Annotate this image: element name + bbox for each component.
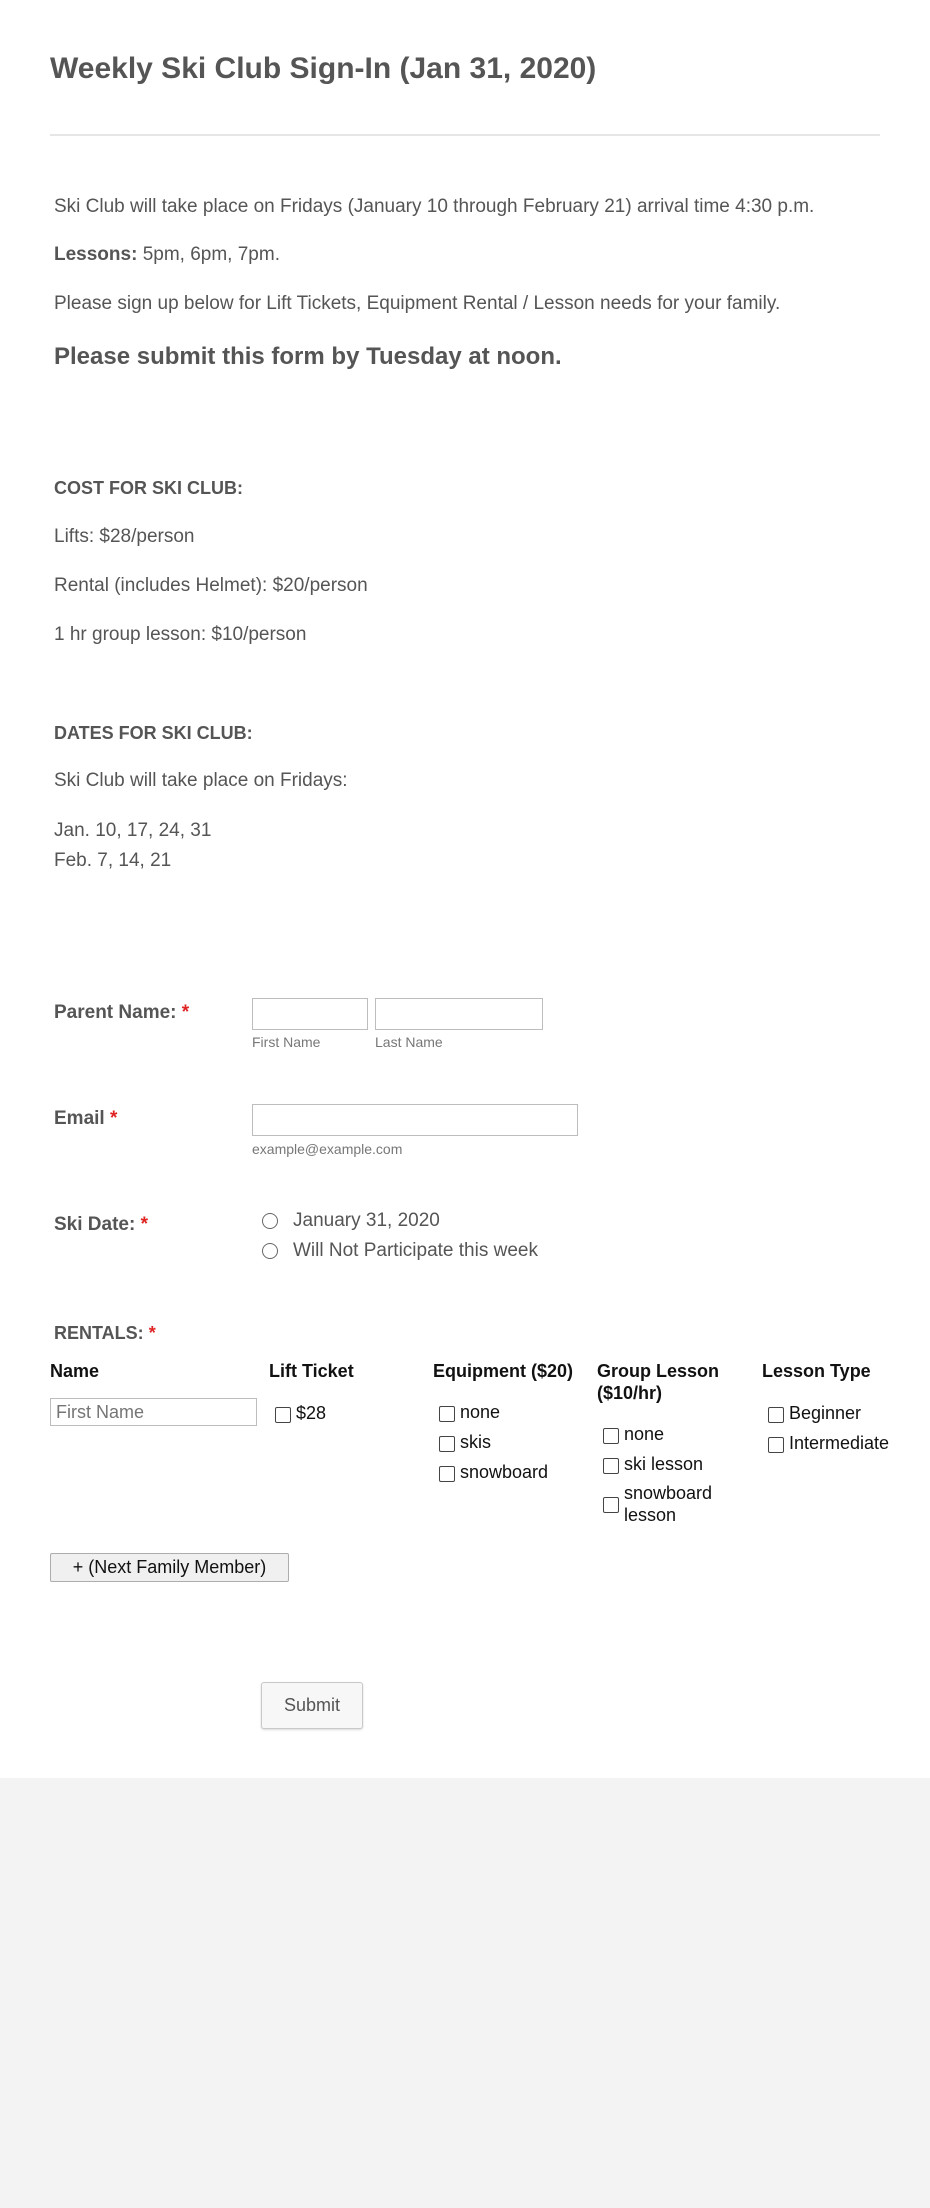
next-family-member-button[interactable]: + (Next Family Member) (50, 1553, 289, 1582)
parent-name-label (54, 1002, 189, 1024)
group-lesson-none-label: none (624, 1424, 665, 1444)
radio-not-participate[interactable] (262, 1243, 278, 1259)
parent-name-label-text: Parent Name: (54, 1002, 177, 1023)
group-lesson-none-checkbox[interactable] (603, 1428, 619, 1444)
cost-lifts: Lifts: $28/person (54, 526, 195, 547)
lift-28-label: $28 (296, 1403, 327, 1423)
rentals-label (54, 1323, 156, 1344)
cost-heading: COST FOR SKI CLUB: (54, 478, 243, 498)
group-lesson-snowboard-checkbox[interactable] (603, 1497, 619, 1513)
col-lesson-type: Lesson Type (762, 1361, 871, 1381)
cost-lesson: 1 hr group lesson: $10/person (54, 624, 307, 645)
lesson-type-beginner-checkbox[interactable] (768, 1407, 784, 1423)
equipment-skis-label: skis (460, 1432, 491, 1452)
ski-date-label (54, 1214, 148, 1236)
dates-intro: Ski Club will take place on Fridays: (54, 770, 348, 791)
required-asterisk: * (140, 1214, 148, 1235)
col-group-lesson-line1: Group Lesson (597, 1361, 720, 1381)
ski-date-label-text: Ski Date: (54, 1214, 136, 1235)
group-lesson-ski-label: ski lesson (624, 1454, 704, 1474)
required-asterisk: * (181, 1002, 190, 1023)
col-equipment: Equipment ($20) (433, 1361, 574, 1381)
col-group-lesson-line2: ($10/hr) (597, 1383, 663, 1403)
dates-jan: Jan. 10, 17, 24, 31 (54, 820, 212, 841)
lessons-label: Lessons: (54, 244, 138, 265)
col-group-lesson (597, 1360, 719, 1404)
col-name: Name (50, 1361, 100, 1381)
required-asterisk: * (109, 1108, 118, 1129)
first-name-sublabel: First Name (252, 1034, 321, 1050)
email-label-text: Email (54, 1108, 105, 1129)
email-sublabel: example@example.com (252, 1141, 403, 1157)
equipment-none-label: none (460, 1402, 501, 1422)
required-asterisk: * (148, 1323, 156, 1343)
radio-jan-31[interactable] (262, 1213, 278, 1229)
equipment-snowboard-label: snowboard (460, 1462, 549, 1482)
radio-jan-31-label[interactable]: January 31, 2020 (293, 1210, 440, 1231)
equipment-skis-checkbox[interactable] (439, 1436, 455, 1452)
intro-text: Ski Club will take place on Fridays (January 10 through February 21) arrival time 4:30 p.m. (54, 196, 815, 217)
last-name-input[interactable] (375, 998, 543, 1030)
email-input[interactable] (252, 1104, 578, 1136)
title-divider (50, 134, 880, 136)
lessons-line (54, 243, 280, 267)
lift-28-checkbox[interactable] (275, 1407, 291, 1423)
dates-heading: DATES FOR SKI CLUB: (54, 723, 253, 743)
group-lesson-snowboard-line1: snowboard (624, 1483, 713, 1503)
email-label (54, 1108, 117, 1130)
equipment-snowboard-checkbox[interactable] (439, 1466, 455, 1482)
lesson-type-intermediate-label: Intermediate (789, 1433, 890, 1453)
form-title: Weekly Ski Club Sign-In (Jan 31, 2020) (50, 52, 597, 85)
lesson-type-intermediate-checkbox[interactable] (768, 1437, 784, 1453)
rentals-label-text: RENTALS: (54, 1323, 144, 1343)
radio-not-participate-label[interactable]: Will Not Participate this week (293, 1240, 538, 1261)
last-name-sublabel: Last Name (375, 1034, 443, 1050)
cost-rental: Rental (includes Helmet): $20/person (54, 575, 368, 596)
group-lesson-ski-checkbox[interactable] (603, 1458, 619, 1474)
lessons-value: 5pm, 6pm, 7pm. (137, 244, 280, 265)
equipment-none-checkbox[interactable] (439, 1406, 455, 1422)
rental-first-name-input[interactable] (50, 1398, 257, 1426)
submit-button[interactable]: Submit (261, 1682, 363, 1729)
dates-feb: Feb. 7, 14, 21 (54, 850, 172, 871)
group-lesson-snowboard-label (624, 1482, 712, 1526)
lesson-type-beginner-label: Beginner (789, 1403, 862, 1423)
first-name-input[interactable] (252, 998, 368, 1030)
col-lift-ticket: Lift Ticket (269, 1361, 354, 1381)
deadline-text: Please submit this form by Tuesday at noon. (54, 343, 562, 370)
signup-text: Please sign up below for Lift Tickets, Equipment Rental / Lesson needs for your family. (54, 293, 781, 314)
group-lesson-snowboard-line2: lesson (624, 1505, 677, 1525)
